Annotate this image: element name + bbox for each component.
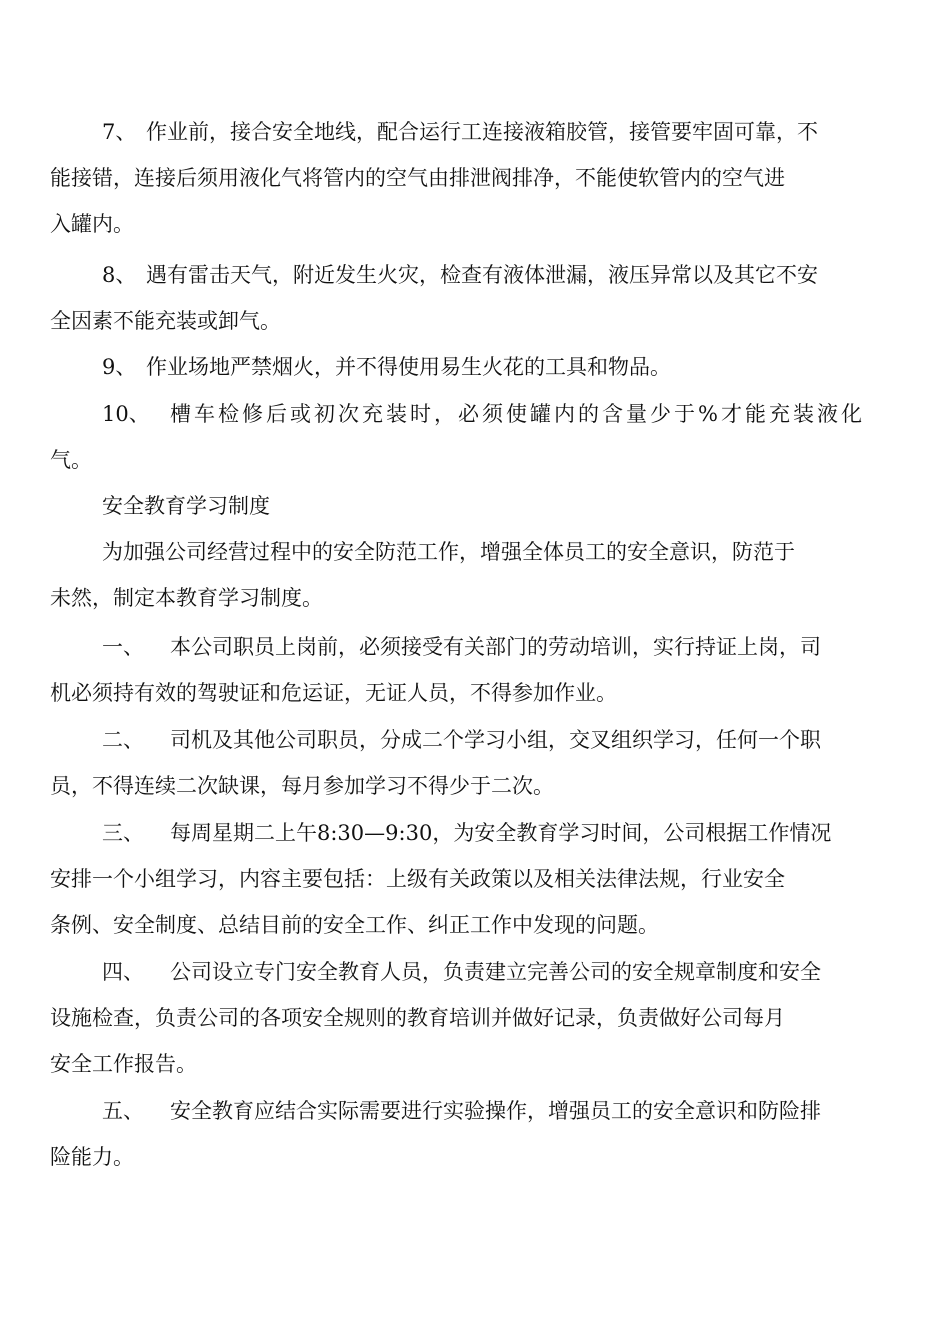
item-text: 遇有雷击天气，附近发生火灾，检查有液体泄漏，液压异常以及其它不安 (146, 263, 818, 287)
article-text: 条例、安全制度、总结目前的安全工作、纠正工作中发现的问题。 (50, 913, 659, 937)
item-text: 能接错，连接后须用液化气将管内的空气由排泄阀排净，不能使软管内的空气进 (50, 166, 785, 190)
item-8-line-1 (0, 260, 950, 290)
intro-text: 为加强公司经营过程中的安全防范工作，增强全体员工的安全意识，防范于 (102, 540, 795, 564)
article-text: 公司设立专门安全教育人员，负责建立完善公司的安全规章制度和安全 (170, 960, 821, 984)
article-5-line-2 (0, 1142, 950, 1172)
article-text: 本公司职员上岗前，必须接受有关部门的劳动培训，实行持证上岗，司 (170, 635, 821, 659)
article-4-line-2 (0, 1003, 950, 1033)
article-2-line-1 (0, 725, 950, 755)
article-2-line-2 (0, 771, 950, 801)
item-10-line-1 (0, 399, 950, 429)
item-text: 作业前，接合安全地线，配合运行工连接液箱胶管，接管要牢固可靠，不 (146, 120, 818, 144)
article-4-line-1 (0, 957, 950, 987)
article-number: 二、 (102, 728, 144, 752)
article-number: 四、 (102, 960, 144, 984)
article-1-line-2 (0, 678, 950, 708)
item-text: 作业场地严禁烟火，并不得使用易生火花的工具和物品。 (146, 355, 671, 379)
article-text: 安全工作报告。 (50, 1052, 197, 1076)
item-number: 10、 (102, 402, 150, 426)
article-3-line-1 (0, 818, 950, 848)
article-text: 险能力。 (50, 1145, 134, 1169)
article-text: 司机及其他公司职员，分成二个学习小组，交叉组织学习，任何一个职 (170, 728, 821, 752)
item-text: 气。 (50, 448, 92, 472)
article-number: 一、 (102, 635, 144, 659)
item-7-line-2 (0, 163, 950, 193)
item-10-line-2 (0, 445, 950, 475)
article-number: 五、 (102, 1099, 144, 1123)
intro-line-1 (0, 537, 950, 567)
intro-line-2 (0, 583, 950, 613)
item-text: 入罐内。 (50, 212, 134, 236)
section-title-text: 安全教育学习制度 (102, 494, 270, 518)
intro-text: 未然，制定本教育学习制度。 (50, 586, 323, 610)
item-number: 9、 (102, 355, 137, 379)
article-text: 员，不得连续二次缺课，每月参加学习不得少于二次。 (50, 774, 554, 798)
item-8-line-2 (0, 306, 950, 336)
item-7-line-1 (0, 117, 950, 147)
item-text: 槽车检修后或初次充装时，必须使罐内的含量少于%才能充装液化 (170, 402, 865, 426)
article-text: 设施检查，负责公司的各项安全规则的教育培训并做好记录，负责做好公司每月 (50, 1006, 785, 1030)
article-1-line-1 (0, 632, 950, 662)
article-3-line-3 (0, 910, 950, 940)
item-9-line-1 (0, 352, 950, 382)
item-7-line-3 (0, 209, 950, 239)
article-text: 机必须持有效的驾驶证和危运证，无证人员，不得参加作业。 (50, 681, 617, 705)
item-text: 全因素不能充装或卸气。 (50, 309, 281, 333)
article-4-line-3 (0, 1049, 950, 1079)
article-3-line-2 (0, 864, 950, 894)
item-number: 8、 (102, 263, 137, 287)
item-number: 7、 (102, 120, 137, 144)
article-text: 安排一个小组学习，内容主要包括：上级有关政策以及相关法律法规，行业安全 (50, 867, 785, 891)
section-title (0, 491, 950, 521)
article-5-line-1 (0, 1096, 950, 1126)
article-text: 安全教育应结合实际需要进行实验操作，增强员工的安全意识和防险排 (170, 1099, 821, 1123)
article-text: 每周星期二上午8:30—9:30，为安全教育学习时间，公司根据工作情况 (170, 821, 832, 845)
article-number: 三、 (102, 821, 144, 845)
